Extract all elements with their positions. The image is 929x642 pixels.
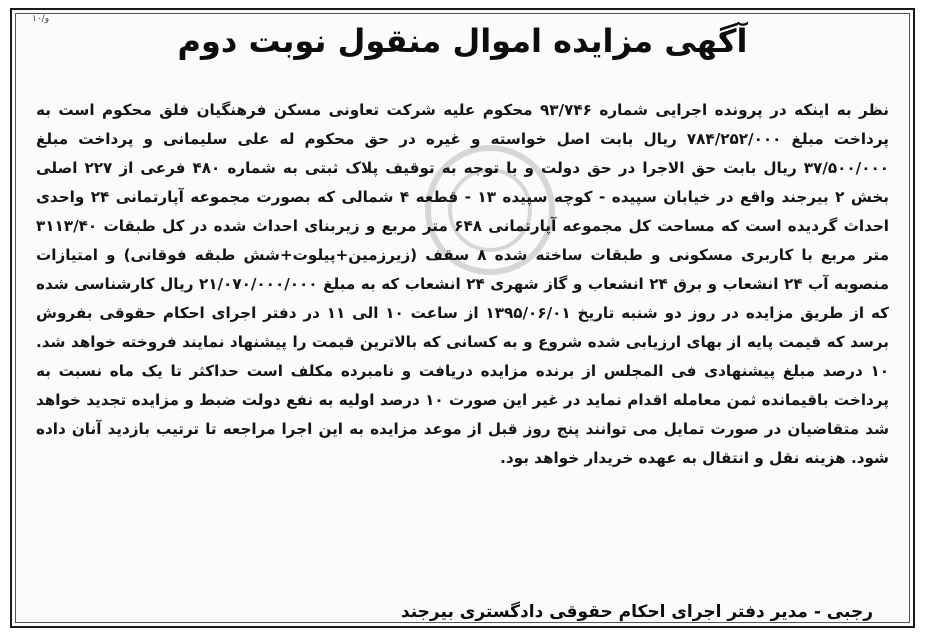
notice-title: آگهی مزایده اموال منقول نوبت دوم xyxy=(177,22,748,60)
notice-signature: رجبی - مدیر دفتر اجرای احکام حقوقی دادگستری بیرجند xyxy=(400,602,873,622)
notice-frame xyxy=(10,8,915,628)
notice-body: نظر به اینکه در پرونده اجرایی شماره ۹۳/۷۴۶ محکوم علیه شرکت تعاونی مسکن فرهنگیان فلق محکوم است به پرداخت مبلغ ۷۸۴/۲۵۲/۰۰۰ ریال بابت اصل خواسته و غیره در حق محکوم له علی سلیمانی و پرداخت مبلغ ۳۷/۵۰۰/۰۰۰ ریال بابت حق الاجرا در حق دولت و با توجه به توقیف پلاک ثبتی به شماره ۴۸۰ فرعی از ۲۲۷ اصلی بخش ۲ بیرجند واقع در خیابان سپیده - کوچه سپیده ۱۳ - قطعه ۴ شمالی که بصورت مجموعه آپارتمانی ۲۴ واحدی احداث گردیده است که مساحت کل مجموعه آپارتمانی ۶۴۸ متر مربع و زیربنای احداث شده در کل طبقات ۳۱۱۳/۴۰ متر مربع با کاربری مسکونی و طبقات ساخته شده ۸ سقف (زیرزمین+پیلوت+شش طبقه فوقانی) و امتیازات منصوبه آب ۲۴ انشعاب و برق ۲۴ انشعاب و گاز شهری ۲۴ انشعاب که به مبلغ ۲۱/۰۷۰/۰۰۰/۰۰۰ ریال کارشناسی شده که از طریق مزایده در روز دو شنبه تاریخ ۱۳۹۵/۰۶/۰۱ از ساعت ۱۰ الی ۱۱ در دفتر اجرای احکام حقوقی بفروش برسد که قیمت پایه از بهای ارزیابی شده شروع و به کسانی که بالاترین قیمت را پیشنهاد نمایند فروخته خواهد شد. ۱۰ درصد مبلغ پیشنهادی فی المجلس از برنده مزایده دریافت و نامبرده مکلف است حداکثر تا یک ماه نسبت به پرداخت باقیمانده ثمن معامله اقدام نماید در غیر این صورت ۱۰ درصد اولیه به نفع دولت ضبط و مزایده تجدید خواهد شد متقاضیان در صورت تمایل می توانند پنج روز قبل از موعد مزایده به این اجرا مراجعه تا ترتیب بازدید آنان داده شود. هزینه نقل و انتقال به عهده خریدار خواهد بود. xyxy=(36,101,890,467)
notice-code: و/۱۰ xyxy=(32,14,50,24)
